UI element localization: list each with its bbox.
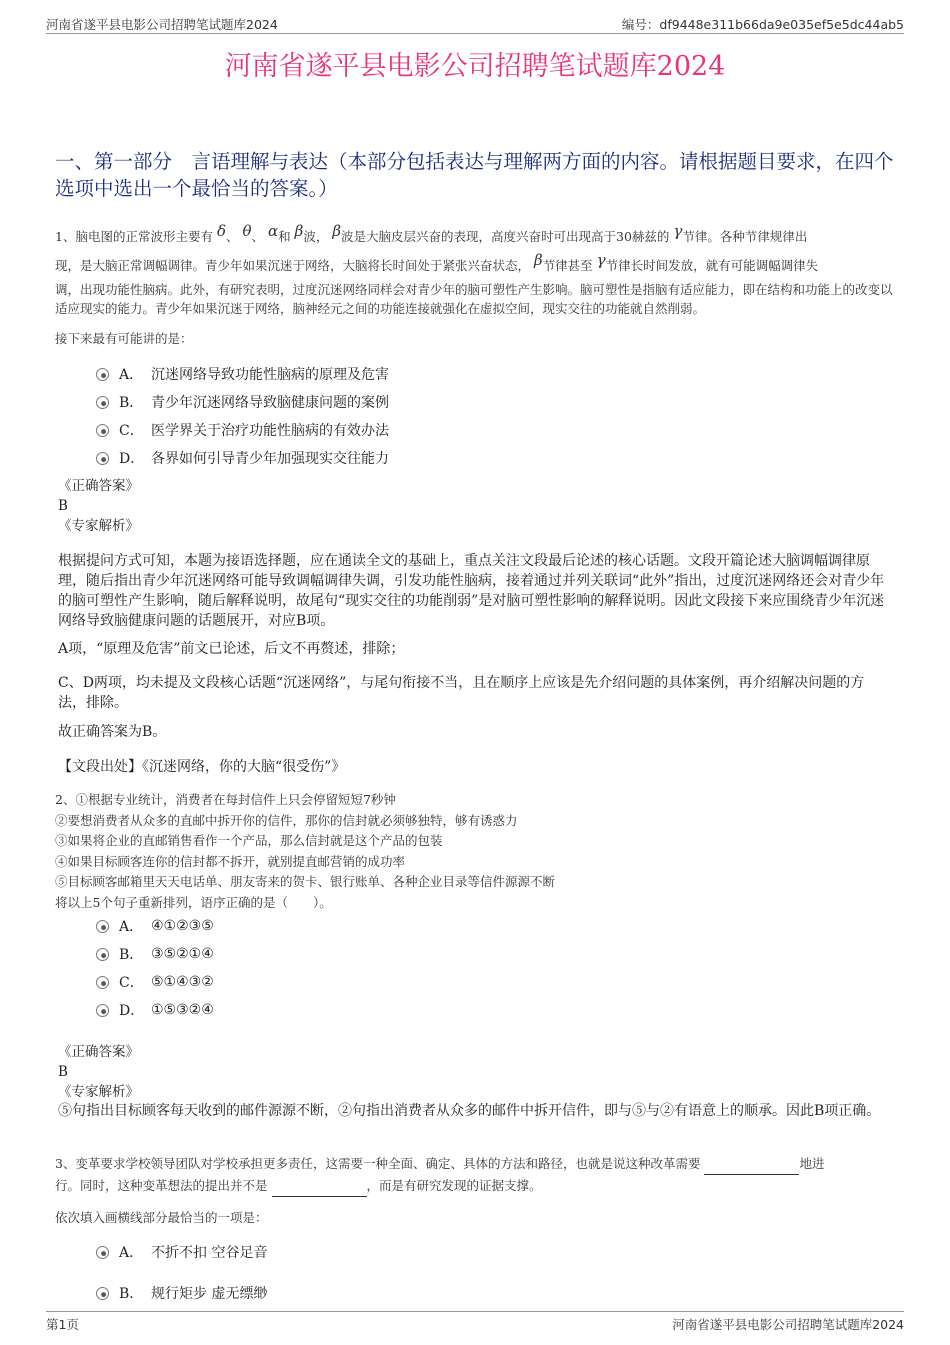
gamma-symbol: γ (596, 251, 606, 269)
question-3-stem (55, 1153, 895, 1197)
option-key: A． (119, 919, 144, 935)
q1-sep: 、 (225, 229, 239, 244)
q2-line: ④如果目标顾客连你的信封都不拆开，就别提直邮营销的成功率 (55, 853, 406, 869)
page-footer (46, 1311, 904, 1333)
option-text: 沉迷网络导致功能性脑病的原理及危害 (151, 367, 389, 383)
page-header (46, 15, 904, 34)
question-1-answer (58, 476, 139, 536)
answer-label: 《正确答案》 (58, 478, 139, 494)
theta-symbol: θ (242, 222, 252, 240)
radio-icon[interactable] (96, 396, 109, 409)
radio-icon[interactable] (96, 452, 109, 465)
analysis-paragraph: 根据提问方式可知，本题为接语选择题，应在通读全文的基础上，重点关注文段最后论述的核心话题。文段开篇论述大脑调幅调律原理，随后指出青少年沉迷网络可能导致调幅调律失调，引发功能性脑病，接着通过并列关联词“此外”指出，过度沉迷网络还会对青少年的脑可塑性产生影响，随后解释说明，故尾句“现实交往的功能削弱”是对脑可塑性影响的解释说明。因此文段接下来应围绕青少年沉迷网络导致脑健康问题的话题展开，对应B项。 (58, 553, 885, 629)
delta-symbol: δ (216, 222, 226, 240)
question-2-answer (58, 1042, 139, 1102)
option-a[interactable] (96, 912, 214, 940)
q3-text: 地进 (799, 1156, 825, 1171)
option-text: 医学界关于治疗功能性脑病的有效办法 (151, 423, 389, 439)
footer-doc-title: 河南省遂平县电影公司招聘笔试题库2024 (672, 1317, 904, 1332)
option-text: ⑤①④③② (151, 974, 214, 990)
analysis-paragraph: A项，“原理及危害”前文已论述，后文不再赘述，排除； (58, 641, 405, 657)
question-3-prompt: 依次填入画横线部分最恰当的一项是： (55, 1210, 268, 1225)
beta-symbol: β (332, 222, 341, 240)
q1-text: 现，是大脑正常调幅调律。青少年如果沉迷于网络，大脑将长时间处于紧张兴奋状态， (55, 258, 531, 273)
question-2-options (96, 912, 214, 1024)
analysis-label: 《专家解析》 (58, 1084, 139, 1100)
question-2-stem (55, 790, 895, 913)
q2-line: ⑤目标顾客邮箱里天天电话单、朋友寄来的贺卡、银行账单、各种企业目录等信件源源不断 (55, 874, 556, 889)
option-text: 规行矩步 虚无缥缈 (151, 1286, 268, 1302)
option-key: B． (119, 395, 144, 411)
fill-blank (704, 1161, 799, 1175)
radio-icon[interactable] (96, 948, 109, 961)
q3-text: 行。同时，这种变革想法的提出并不是 (55, 1178, 268, 1193)
answer-value: B (58, 498, 68, 514)
q1-text: 节律。各种节律规律出 (682, 229, 808, 244)
option-d[interactable] (96, 444, 389, 472)
q1-text: 节律长时间发放，就有可能调幅调律失 (605, 258, 819, 273)
option-key: B． (119, 1286, 144, 1302)
question-1-prompt: 接下来最有可能讲的是： (55, 331, 193, 346)
option-text: ④①②③⑤ (151, 918, 214, 934)
beta-symbol: β (534, 251, 543, 269)
question-1-options (96, 360, 389, 472)
analysis-paragraph: C、D两项，均未提及文段核心话题“沉迷网络”，与尾句衔接不当，且在顺序上应该是先介绍问题的具体案例，再介绍解决问题的方法，排除。 (58, 675, 865, 711)
source-citation: 【文段出处】《沉迷网络，你的大脑“很受伤”》 (58, 759, 346, 775)
answer-label: 《正确答案》 (58, 1044, 139, 1060)
radio-icon[interactable] (96, 368, 109, 381)
q2-line: 将以上5个句子重新排列，语序正确的是（ ）。 (55, 894, 332, 910)
option-key: B． (119, 947, 144, 963)
section-heading: 一、第一部分 言语理解与表达（本部分包括表达与理解两方面的内容。请根据题目要求，在四个选项中选出一个最恰当的答案。） (55, 150, 894, 200)
radio-icon[interactable] (96, 1287, 109, 1300)
q2-line: 2、①根据专业统计，消费者在每封信件上只会停留短短7秒钟 (55, 792, 396, 807)
q1-sep: 、 (251, 229, 265, 244)
option-b[interactable] (96, 940, 214, 968)
q1-text: 波是大脑皮层兴奋的表现，高度兴奋时可出现高于30赫兹的 (341, 229, 670, 244)
option-c[interactable] (96, 968, 214, 996)
option-b[interactable] (96, 1279, 267, 1307)
header-doc-title: 河南省遂平县电影公司招聘笔试题库2024 (46, 17, 278, 32)
q1-text: 波， (303, 229, 329, 244)
analysis-paragraph: ⑤句指出目标顾客每天收到的邮件源源不断，②句指出消费者从众多的邮件中拆开信件，即与⑤与②有语意上的顺承。因此B项正确。 (58, 1103, 881, 1119)
fill-blank (272, 1183, 367, 1197)
option-key: D． (119, 1003, 145, 1019)
option-key: C． (119, 975, 144, 991)
option-a[interactable] (96, 360, 389, 388)
option-text: 不折不扣 空谷足音 (151, 1245, 268, 1261)
beta-symbol: β (294, 222, 304, 240)
option-key: D． (119, 451, 145, 467)
option-text: ③⑤②①④ (151, 946, 214, 962)
question-3-options (96, 1238, 267, 1307)
q2-line: ③如果将企业的直邮销售看作一个产品，那么信封就是这个产品的包装 (55, 833, 443, 848)
radio-icon[interactable] (96, 1246, 109, 1259)
answer-value: B (58, 1064, 68, 1080)
analysis-paragraph: 故正确答案为B。 (58, 724, 167, 740)
q1-text: 1、脑电图的正常波形主要有 (55, 229, 213, 244)
page-number: 第1页 (46, 1317, 79, 1332)
q3-text: ，而是有研究发现的证据支撑。 (366, 1178, 542, 1193)
option-key: C． (119, 423, 144, 439)
option-text: 各界如何引导青少年加强现实交往能力 (151, 451, 389, 467)
q2-line: ②要想消费者从众多的直邮中拆开你的信件，那你的信封就必须够独特，够有诱惑力 (55, 812, 518, 828)
header-doc-id: 编号：df9448e311b66da9e035ef5e5dc44ab5 (621, 17, 904, 32)
radio-icon[interactable] (96, 1004, 109, 1017)
gamma-symbol: γ (673, 222, 683, 240)
analysis-label: 《专家解析》 (58, 518, 139, 534)
option-key: A． (119, 1245, 144, 1261)
option-c[interactable] (96, 416, 389, 444)
option-text: 青少年沉迷网络导致脑健康问题的案例 (151, 395, 389, 411)
radio-icon[interactable] (96, 976, 109, 989)
option-text: ①⑤③②④ (151, 1002, 214, 1018)
option-b[interactable] (96, 388, 389, 416)
q1-text: 和 (278, 229, 291, 244)
page-title: 河南省遂平县电影公司招聘笔试题库2024 (224, 51, 726, 82)
radio-icon[interactable] (96, 920, 109, 933)
q3-text: 3、变革要求学校领导团队对学校承担更多责任，这需要一种全面、确定、具体的方法和路径，也就是说这种改革需要 (55, 1156, 701, 1171)
alpha-symbol: α (268, 222, 279, 240)
radio-icon[interactable] (96, 424, 109, 437)
q1-text: 调，出现功能性脑病。此外，有研究表明，过度沉迷网络同样会对青少年的脑可塑性产生影响。脑可塑性是指脑有适应能力，即在结构和功能上的改变以适应现实的能力。青少年如果沉迷于网络，脑神经元之间的功能连接就强化在虚拟空间，现实交往的功能就自然削弱。 (55, 282, 893, 316)
option-key: A． (119, 367, 144, 383)
question-1-stem (55, 222, 895, 318)
option-a[interactable] (96, 1238, 267, 1266)
q1-text: 节律甚至 (542, 258, 593, 273)
option-d[interactable] (96, 996, 214, 1024)
